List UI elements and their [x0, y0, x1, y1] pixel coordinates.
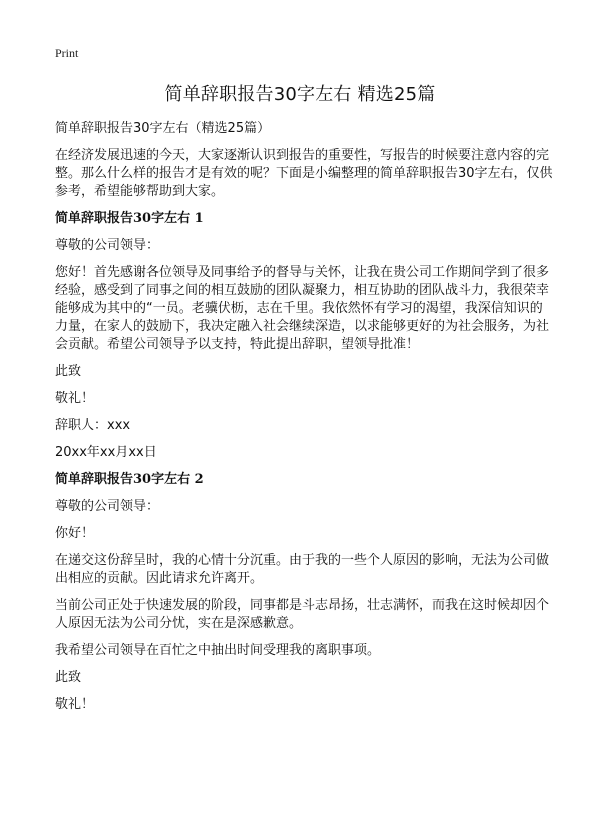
section-2-paragraph-3: 我希望公司领导在百忙之中抽出时间受理我的离职事项。: [55, 643, 381, 658]
intro-paragraph: 在经济发展迅速的今天，大家逐渐认识到报告的重要性，写报告的时候要注意内容的完整。那么什么样的报告才是有效的呢？下面是小编整理的简单辞职报告30字左右，仅供参考，希望能够帮助到大家。: [55, 148, 553, 199]
subtitle: 简单辞职报告30字左右（精选25篇）: [55, 121, 271, 136]
print-link[interactable]: Print: [55, 46, 79, 60]
section-2-greeting: 你好！: [55, 526, 95, 541]
section-1-heading: 简单辞职报告30字左右 1: [55, 211, 204, 226]
document-body: [55, 120, 555, 723]
section-1-date: 20xx年xx月xx日: [55, 445, 157, 460]
section-2-closing-1: 此致: [55, 670, 82, 685]
section-2-paragraph-1: 在递交这份辞呈时，我的心情十分沉重。由于我的一些个人原因的影响，无法为公司做出相应的贡献。因此请求允许离开。: [55, 553, 550, 586]
section-2-closing-2: 敬礼！: [55, 697, 95, 712]
section-2-paragraph-2: 当前公司正处于快速发展的阶段，同事都是斗志昂扬，壮志满怀，而我在这时候却因个人原因无法为公司分忧，实在是深感歉意。: [55, 598, 550, 631]
section-1-closing-1: 此致: [55, 364, 82, 379]
page-title: 简单辞职报告30字左右 精选25篇: [164, 84, 436, 105]
section-1-signer: 辞职人：xxx: [55, 418, 131, 433]
section-2-salutation: 尊敬的公司领导：: [55, 499, 160, 514]
section-2-heading: 简单辞职报告30字左右 2: [55, 472, 204, 487]
section-1-closing-2: 敬礼！: [55, 391, 95, 406]
section-1-salutation: 尊敬的公司领导：: [55, 238, 160, 253]
section-1-body: 您好！首先感谢各位领导及同事给予的督导与关怀，让我在贵公司工作期间学到了很多经验，感受到了同事之间的相互鼓励的团队凝聚力，相互协助的团队战斗力，我很荣幸能够成为其中的“一员。老骥伏枥，志在千里。我依然怀有学习的渴望，我深信知识的力量，在家人的鼓励下，我决定融入社会继续深造，以求能够更好的为社会服务，为社会贡献。希望公司领导予以支持，特此提出辞职，望领导批准！: [55, 265, 550, 352]
